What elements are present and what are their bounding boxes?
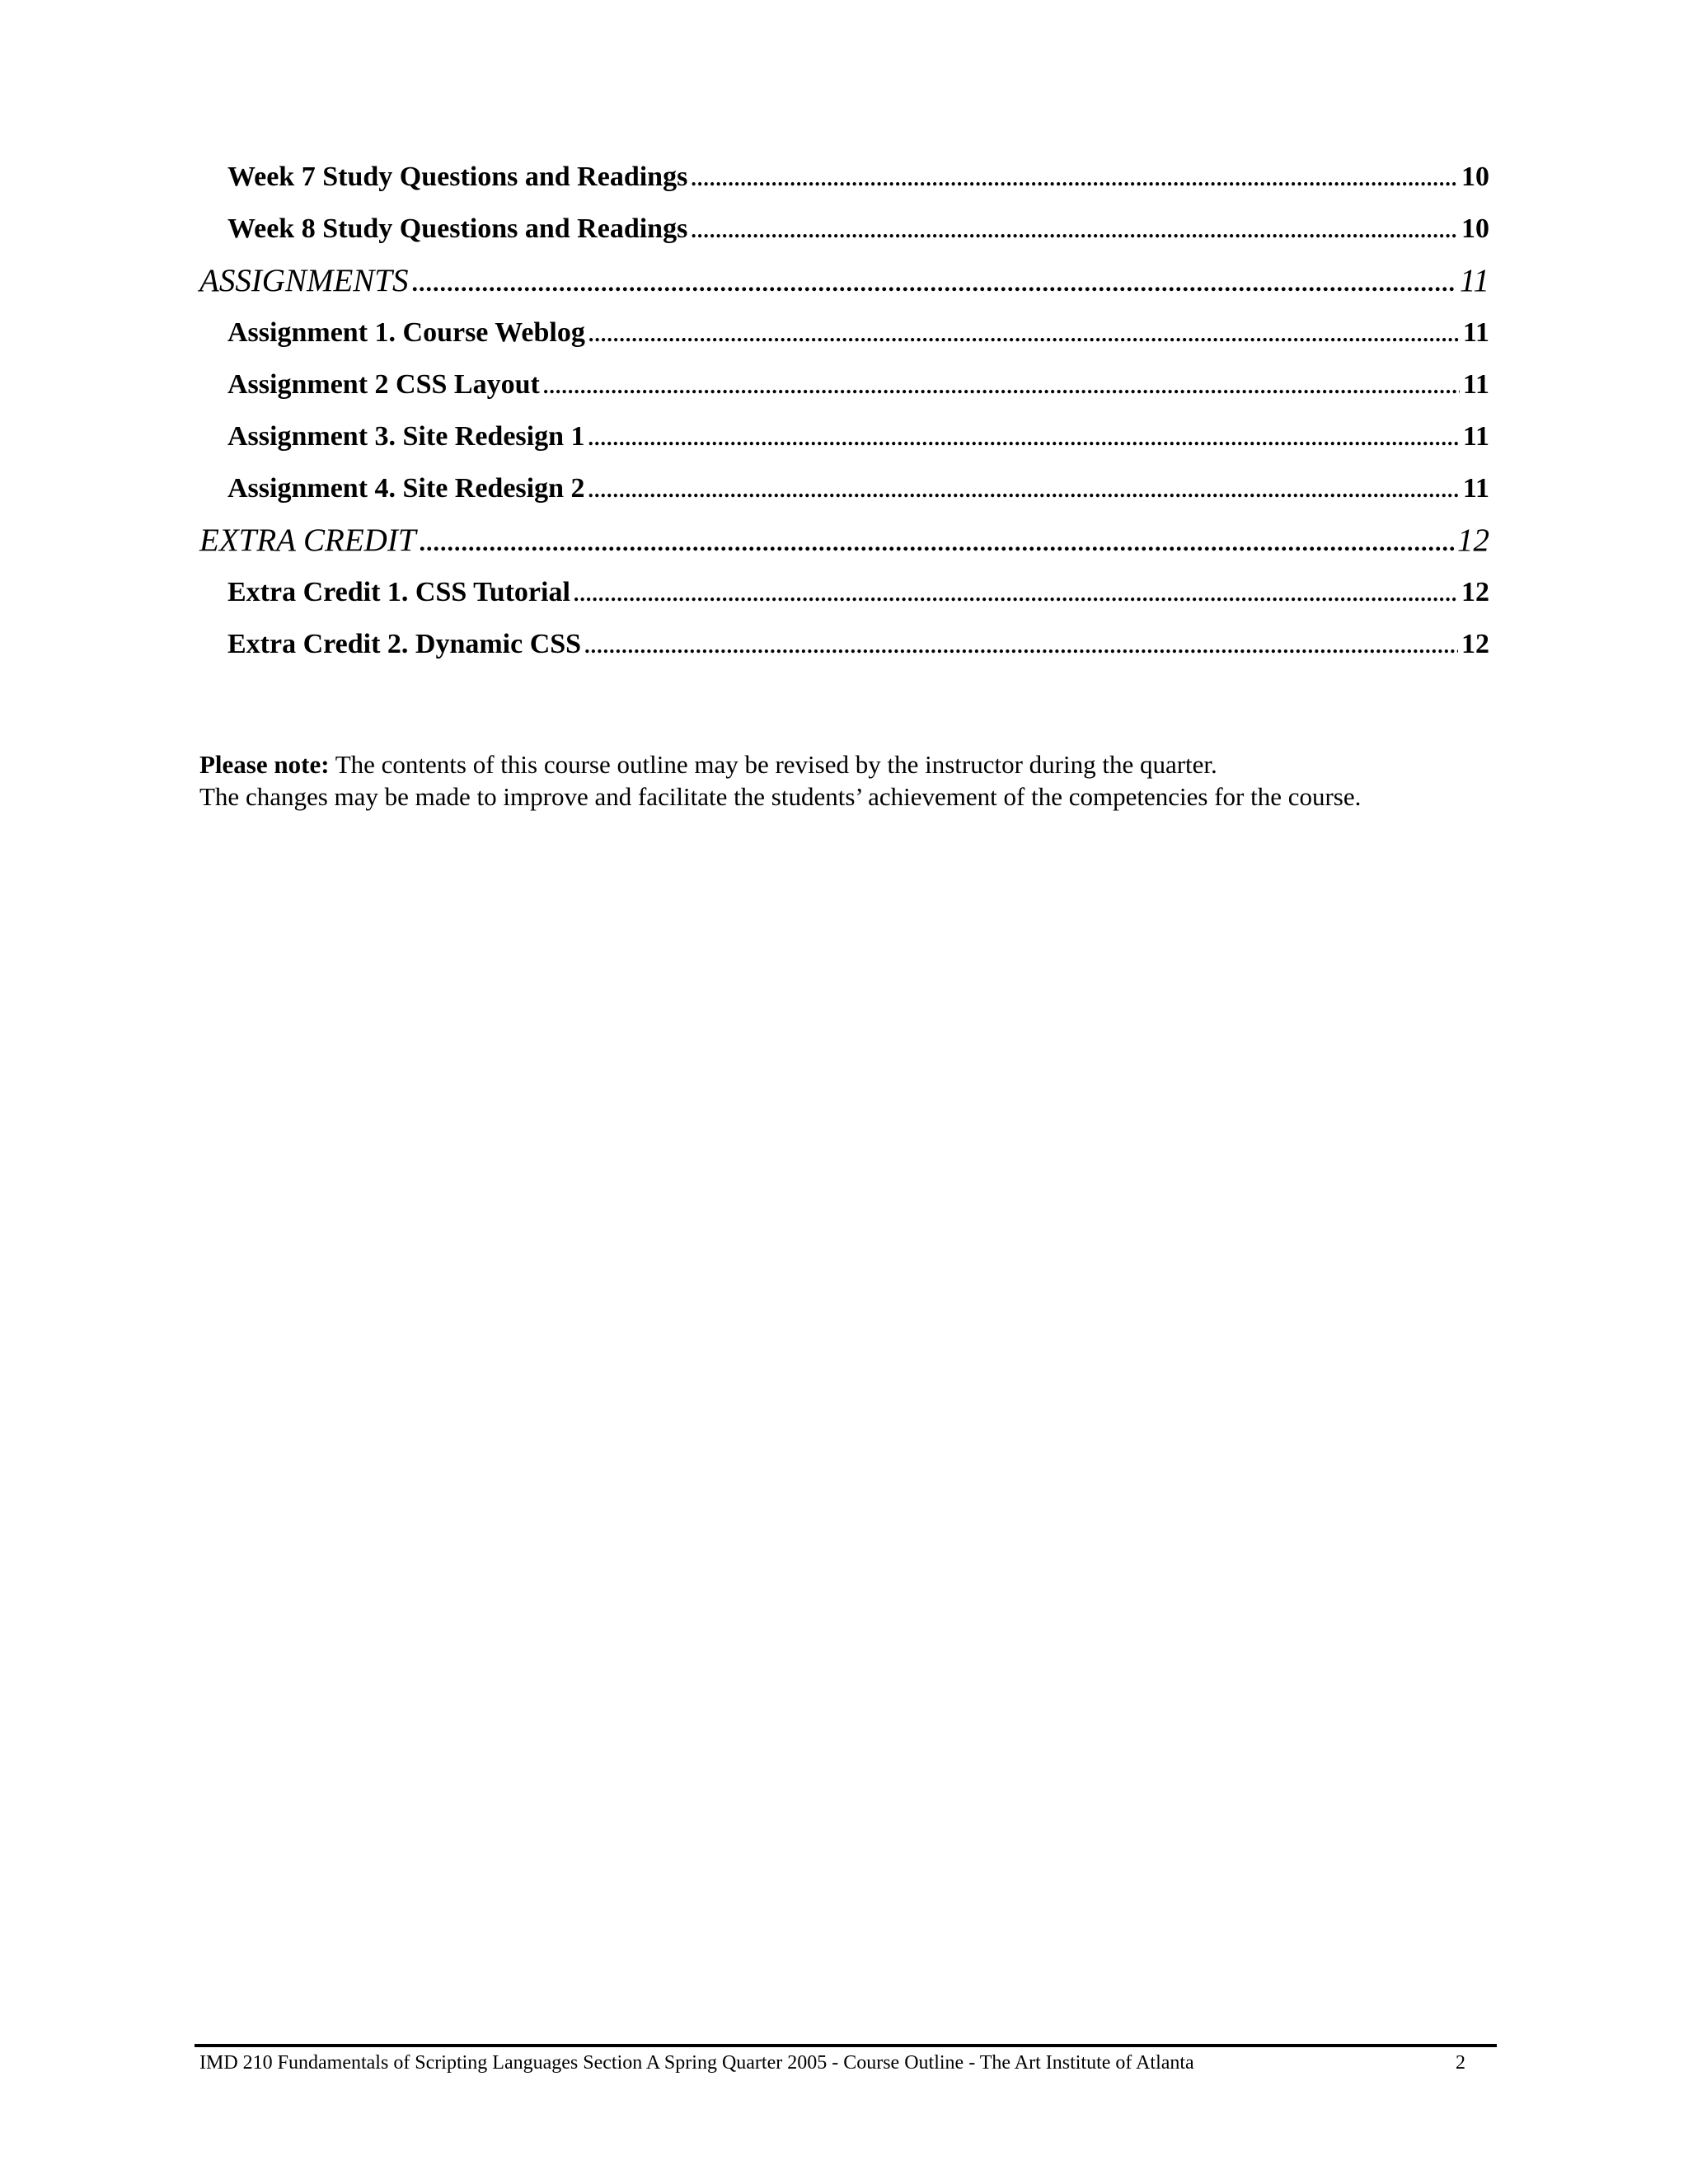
toc-entry-assignments[interactable] [199, 260, 1489, 312]
toc-entry-page: 10 [1461, 213, 1489, 244]
toc-dot-leader [588, 470, 1460, 511]
toc-entry-week-7[interactable] [199, 157, 1489, 209]
toc-entry-page: 12 [1461, 629, 1489, 659]
toc-entry-title: Week 7 Study Questions and Readings [227, 162, 688, 192]
table-of-contents [199, 157, 1489, 676]
toc-entry-page: 11 [1462, 317, 1489, 348]
toc-entry-extra-credit-2[interactable] [199, 624, 1489, 676]
toc-entry-page: 11 [1459, 263, 1489, 298]
toc-entry-assignment-2[interactable] [199, 364, 1489, 416]
note-label: Please note: [199, 750, 330, 779]
footer-page-number: 2 [1456, 2052, 1465, 2074]
toc-entry-title: Assignment 2 CSS Layout [227, 369, 540, 400]
toc-dot-leader [412, 263, 1456, 304]
toc-entry-page: 12 [1461, 577, 1489, 607]
toc-entry-page: 12 [1457, 523, 1489, 558]
footer-rule [195, 2044, 1497, 2047]
toc-entry-title: Extra Credit 2. Dynamic CSS [227, 629, 582, 659]
toc-entry-assignment-1[interactable] [199, 312, 1489, 364]
toc-dot-leader [588, 418, 1460, 459]
toc-entry-page: 10 [1461, 162, 1489, 192]
toc-entry-page: 11 [1462, 421, 1489, 452]
toc-entry-page: 11 [1462, 369, 1489, 400]
toc-entry-extra-credit-1[interactable] [199, 572, 1489, 624]
toc-entry-assignment-4[interactable] [199, 468, 1489, 520]
toc-dot-leader [584, 626, 1458, 667]
toc-entry-title: Assignment 1. Course Weblog [227, 317, 585, 348]
toc-dot-leader [420, 523, 1454, 564]
note-line-1 [199, 748, 1518, 780]
toc-entry-page: 11 [1462, 473, 1489, 504]
toc-entry-extra-credit[interactable] [199, 520, 1489, 572]
note-text-1: The contents of this course outline may be revised by the instructor during the quarter. [329, 750, 1217, 779]
revision-note [199, 748, 1518, 813]
toc-entry-title: Extra Credit 1. CSS Tutorial [227, 577, 570, 607]
note-line-2: The changes may be made to improve and facilitate the students’ achievement of the competencies for the course. [199, 782, 1362, 811]
toc-entry-title: EXTRA CREDIT [199, 523, 416, 558]
toc-entry-title: ASSIGNMENTS [199, 263, 409, 298]
footer-text: IMD 210 Fundamentals of Scripting Languages Section A Spring Quarter 2005 - Course Outline - The Art Institute of Atlanta [199, 2052, 1194, 2074]
toc-dot-leader [588, 314, 1460, 355]
toc-entry-title: Week 8 Study Questions and Readings [227, 213, 688, 244]
toc-dot-leader [691, 158, 1458, 199]
toc-entry-assignment-3[interactable] [199, 416, 1489, 468]
toc-dot-leader [543, 366, 1460, 407]
toc-dot-leader [691, 210, 1458, 251]
toc-entry-week-8[interactable] [199, 209, 1489, 260]
toc-dot-leader [574, 574, 1458, 615]
toc-entry-title: Assignment 3. Site Redesign 1 [227, 421, 585, 452]
toc-entry-title: Assignment 4. Site Redesign 2 [227, 473, 585, 504]
